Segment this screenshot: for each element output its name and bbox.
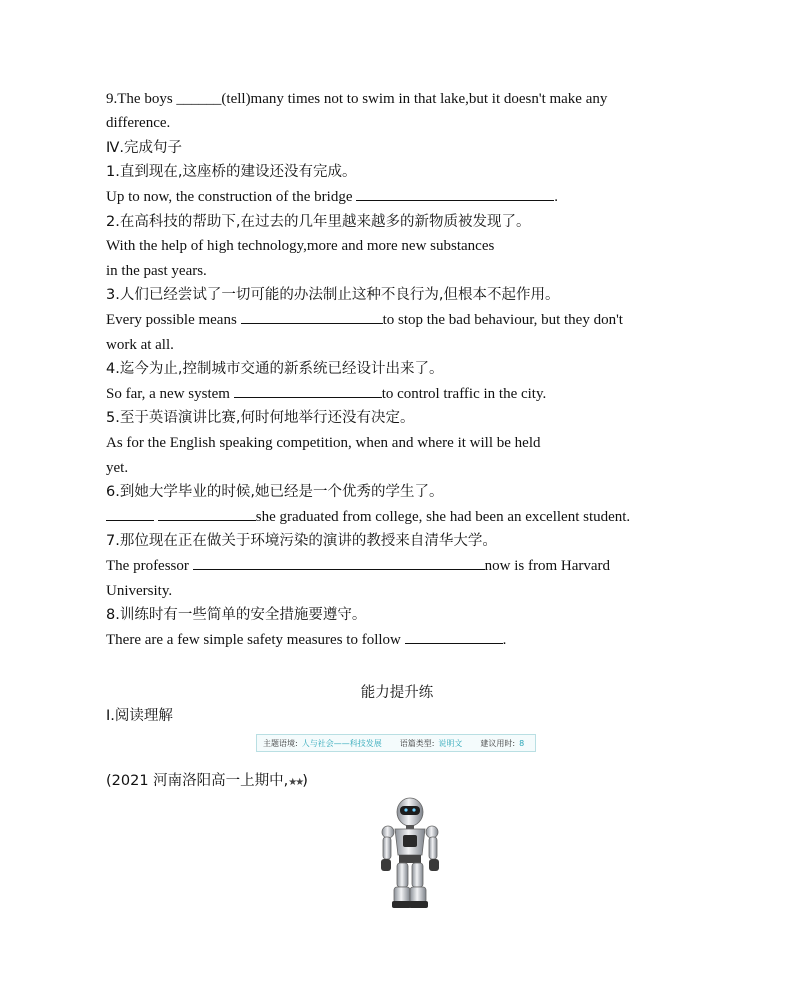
sentence-8-period: .	[502, 632, 507, 648]
topic-tag-bar	[256, 734, 536, 752]
answer-blank[interactable]	[241, 310, 383, 324]
answer-blank[interactable]	[193, 556, 485, 570]
sentence-3-text-b: to stop the bad behaviour, but they don't	[382, 312, 623, 328]
sentence-6-text: she graduated from college, she had been an excellent student.	[255, 509, 631, 525]
section-heading: 能力提升练	[360, 685, 434, 701]
sentence-6-chinese: 6.到她大学毕业的时候,她已经是一个优秀的学生了。	[106, 484, 444, 500]
source-text: (2021 河南洛阳高一上期中,	[106, 773, 289, 789]
sentence-1-text: Up to now, the construction of the bridge	[106, 189, 353, 205]
sentence-7-english-line2: University.	[106, 583, 173, 599]
sentence-3-text-a: Every possible means	[106, 312, 237, 328]
sentence-2-english-line1: With the help of high technology,more and more new substances	[106, 238, 495, 254]
section-4-heading: Ⅳ.完成句子	[106, 140, 182, 156]
sentence-7-english-line1	[106, 556, 610, 576]
sentence-2-english-line2: in the past years.	[106, 263, 207, 279]
sentence-7-text-b: now is from Harvard	[484, 558, 611, 574]
reading-heading: Ⅰ.阅读理解	[106, 708, 173, 724]
source-close: )	[302, 773, 308, 789]
sentence-4-english	[106, 384, 546, 404]
sentence-3-english-line1	[106, 310, 623, 330]
source-line	[106, 771, 308, 793]
sentence-3-english-line2: work at all.	[106, 337, 174, 353]
sentence-1-english	[106, 187, 558, 207]
answer-blank[interactable]	[106, 507, 154, 521]
sentence-1-chinese: 1.直到现在,这座桥的建设还没有完成。	[106, 164, 357, 180]
sentence-1-period: .	[554, 189, 558, 205]
sentence-5-chinese: 5.至于英语演讲比赛,何时何地举行还没有决定。	[106, 410, 415, 426]
sentence-7-text-a: The professor	[106, 558, 189, 574]
answer-blank[interactable]	[234, 384, 382, 398]
sentence-6-english	[106, 507, 630, 527]
sentence-8-english	[106, 630, 506, 650]
sentence-8-text: There are a few simple safety measures to follow	[106, 632, 401, 648]
sentence-3-chinese: 3.人们已经尝试了一切可能的办法制止这种不良行为,但根本不起作用。	[106, 287, 560, 303]
robot-image	[375, 797, 445, 909]
sentence-5-english-line1: As for the English speaking competition, when and where it will be held	[106, 435, 541, 451]
type-label: 语篇类型:	[399, 738, 435, 748]
time-value: 8	[519, 738, 525, 748]
sentence-4-chinese: 4.迄今为止,控制城市交通的新系统已经设计出来了。	[106, 361, 444, 377]
question-9-line1: 9.The boys ______(tell)many times not to swim in that lake,but it doesn't make any	[106, 91, 608, 107]
theme-value: 人与社会——科技发展	[301, 738, 382, 748]
sentence-5-english-line2: yet.	[106, 460, 129, 476]
time-label: 建议用时:	[480, 738, 516, 748]
answer-blank[interactable]	[158, 507, 256, 521]
question-9-line2: difference.	[106, 115, 171, 131]
type-value: 说明文	[438, 738, 463, 748]
answer-blank[interactable]	[405, 630, 503, 644]
sentence-8-chinese: 8.训练时有一些简单的安全措施要遵守。	[106, 607, 367, 623]
sentence-7-chinese: 7.那位现在正在做关于环境污染的演讲的教授来自清华大学。	[106, 533, 497, 549]
sentence-4-text-b: to control traffic in the city.	[381, 386, 547, 402]
difficulty-stars-icon: ★★	[288, 777, 303, 788]
theme-label: 主题语境:	[263, 738, 298, 748]
answer-blank[interactable]	[356, 187, 554, 201]
sentence-4-text-a: So far, a new system	[106, 386, 230, 402]
sentence-2-chinese: 2.在高科技的帮助下,在过去的几年里越来越多的新物质被发现了。	[106, 214, 531, 230]
